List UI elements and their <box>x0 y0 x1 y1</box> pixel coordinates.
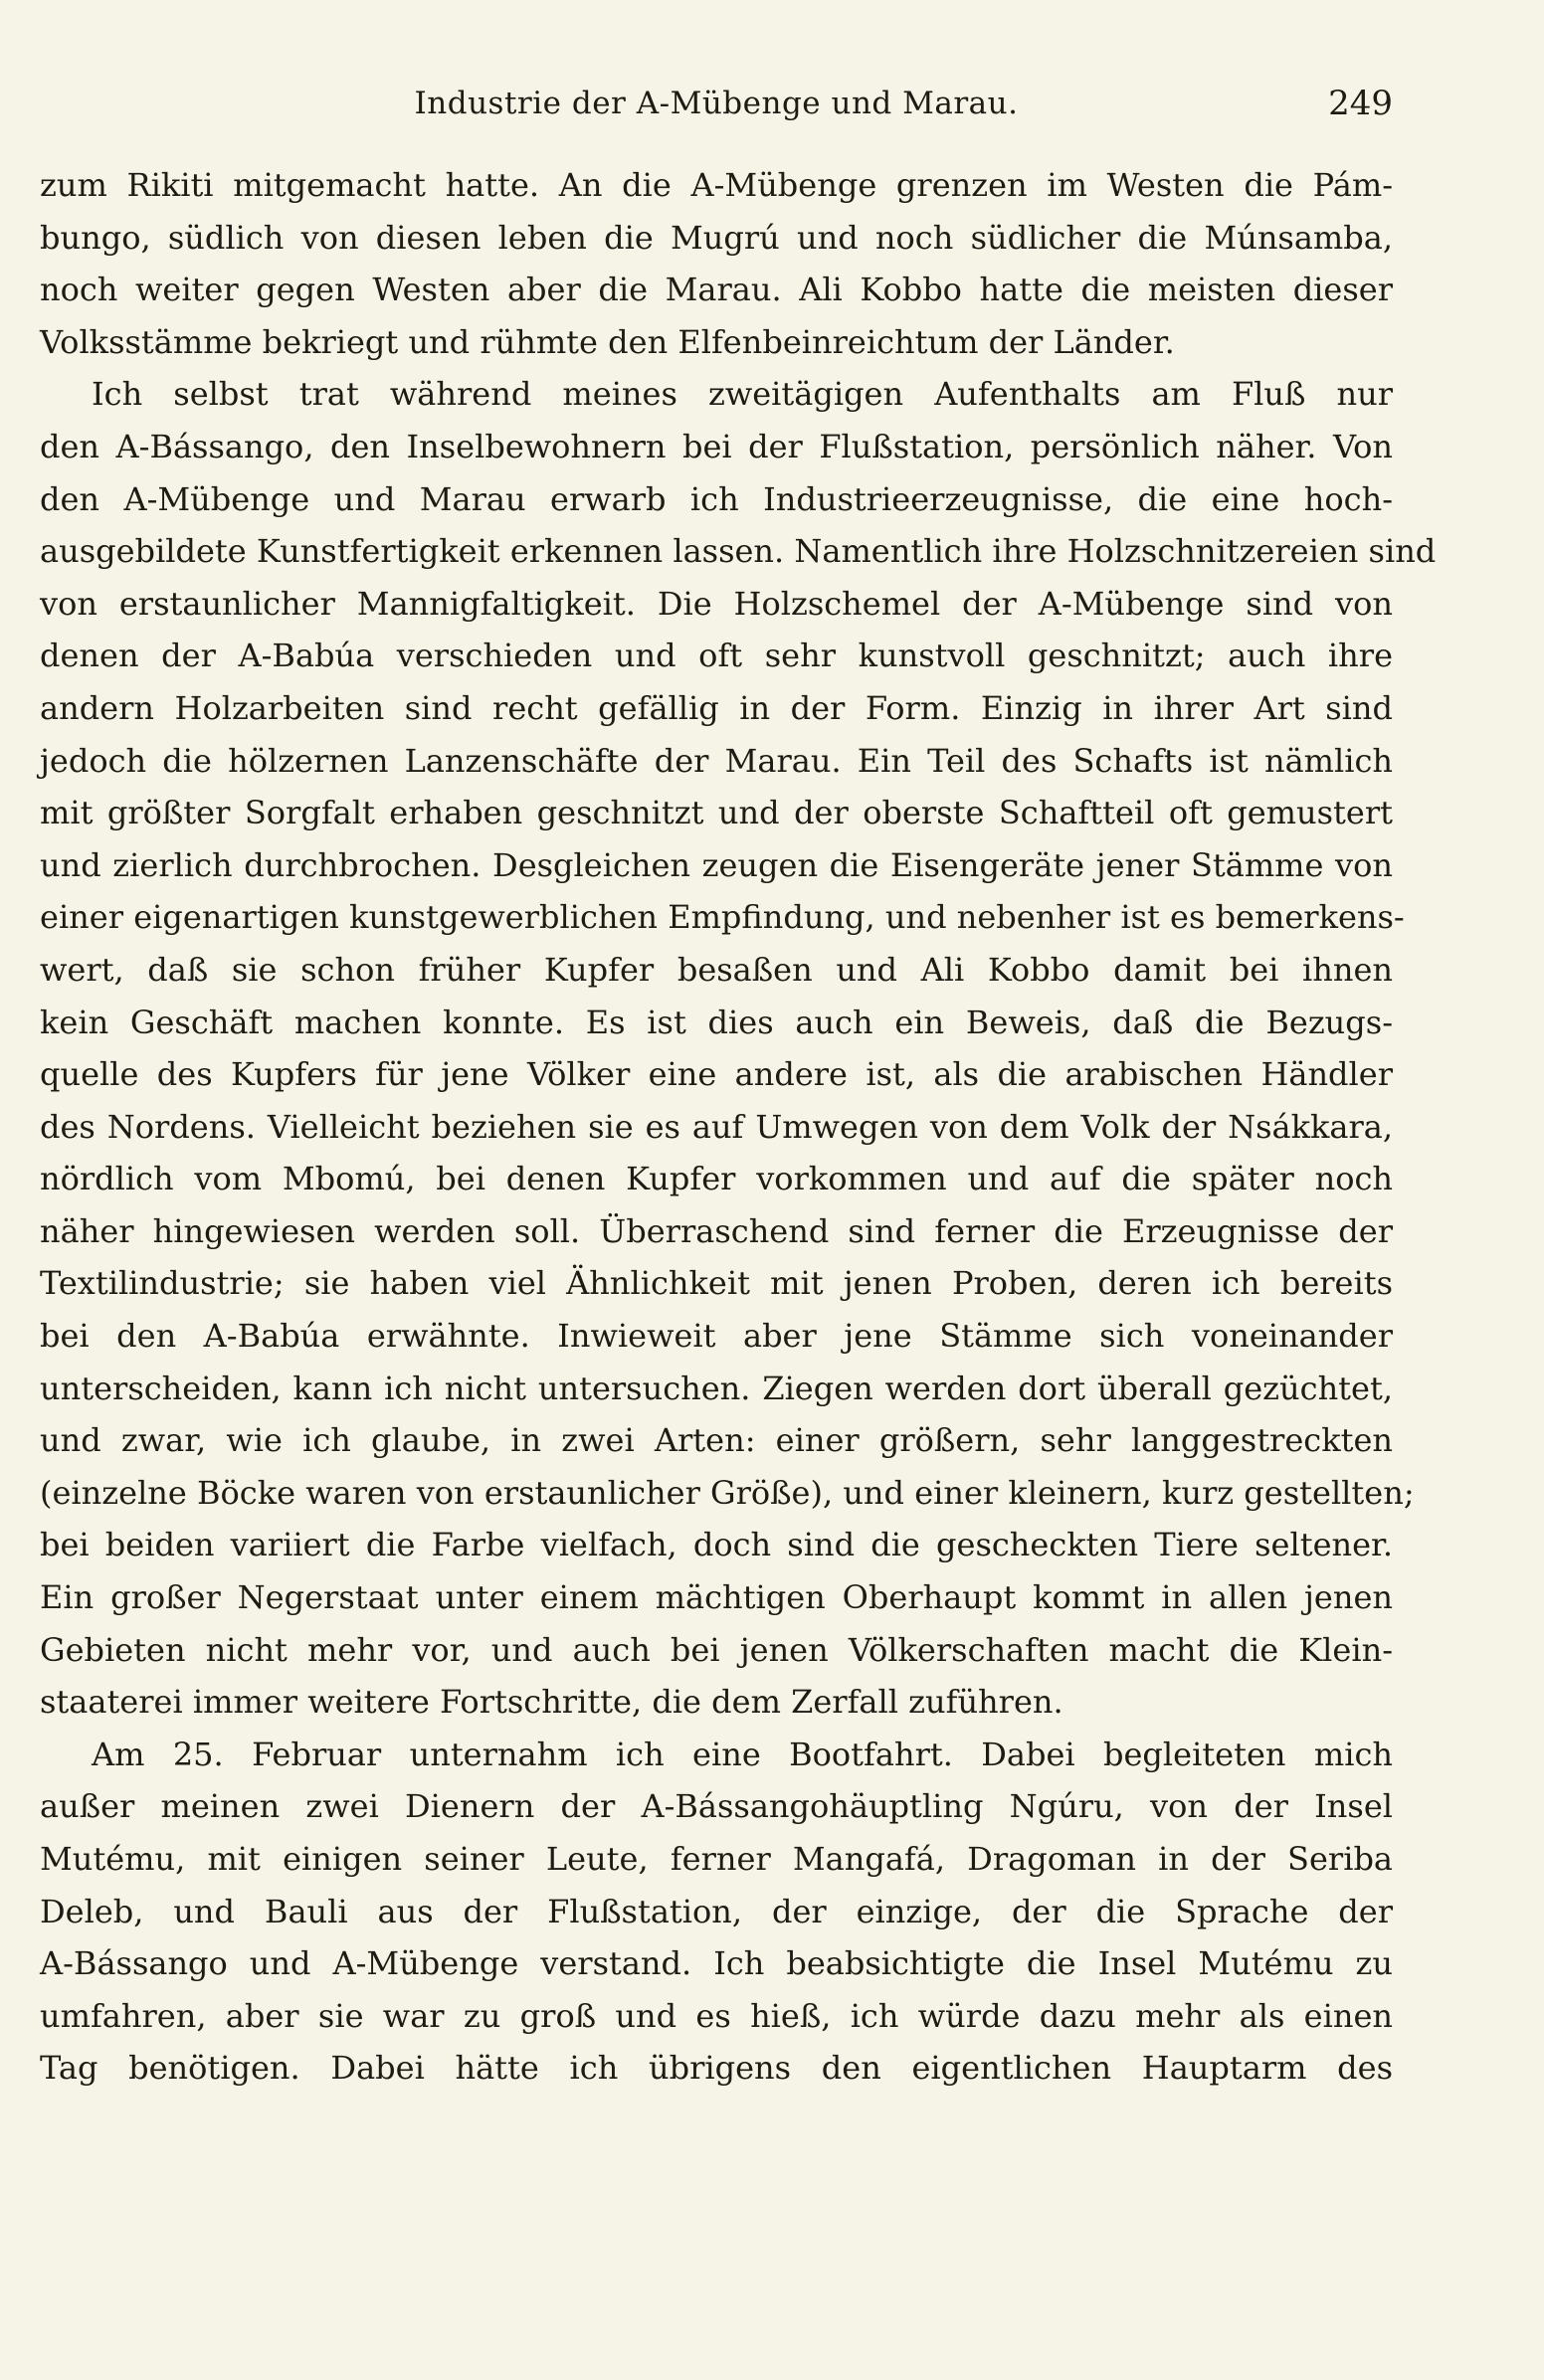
text-line: und zierlich durchbrochen. Desgleichen zeugen die Eisengeräte jener Stämme von <box>40 845 1393 884</box>
text-line: Deleb, und Bauli aus der Flußstation, der einzige, der die Sprache der <box>40 1892 1393 1930</box>
text-line: Am 25. Februar unternahm ich eine Bootfahrt. Dabei begleiteten mich <box>92 1735 1393 1773</box>
text-line: (einzelne Böcke waren von erstaunlicher Größe), und einer kleinern, kurz gestellten; <box>40 1473 1415 1512</box>
text-line: den A-Mübenge und Marau erwarb ich Industrieerzeugnisse, die eine hoch- <box>40 479 1393 518</box>
text-line: bei beiden variiert die Farbe vielfach, doch sind die gescheckten Tiere seltener. <box>40 1526 1393 1564</box>
text-line: einer eigenartigen kunstgewerblichen Empfindung, und nebenher ist es bemerkens- <box>40 898 1405 937</box>
text-line: näher hingewiesen werden soll. Überraschend sind ferner die Erzeugnisse der <box>40 1211 1393 1250</box>
page-number: 249 <box>1328 84 1393 123</box>
text-line: jedoch die hölzernen Lanzenschäfte der Marau. Ein Teil des Schafts ist nämlich <box>40 741 1393 780</box>
text-line: A-Bássango und A-Mübenge verstand. Ich beabsichtigte die Insel Mutému zu <box>40 1944 1393 1983</box>
text-line: zum Rikiti mitgemacht hatte. An die A-Mübenge grenzen im Westen die Pám- <box>40 166 1393 204</box>
text-line: Mutému, mit einigen seiner Leute, ferner Mangafá, Dragoman in der Seriba <box>40 1840 1393 1878</box>
text-line: nördlich vom Mbomú, bei denen Kupfer vorkommen und auf die später noch <box>40 1160 1393 1198</box>
text-line: und zwar, wie ich glaube, in zwei Arten: einer größern, sehr langgestreckten <box>40 1421 1393 1460</box>
text-line: wert, daß sie schon früher Kupfer besaßen und Ali Kobbo damit bei ihnen <box>40 950 1393 989</box>
text-line: bungo, südlich von diesen leben die Mugrú und noch südlicher die Múnsamba, <box>40 218 1393 257</box>
text-line: denen der A-Babúa verschieden und oft sehr kunstvoll geschnitzt; auch ihre <box>40 637 1393 675</box>
text-line: umfahren, aber sie war zu groß und es hieß, ich würde dazu mehr als einen <box>40 1996 1393 2035</box>
text-line: von erstaunlicher Mannigfaltigkeit. Die Holzschemel der A-Mübenge sind von <box>40 584 1393 623</box>
text-line: Textilindustrie; sie haben viel Ähnlichkeit mit jenen Proben, deren ich bereits <box>40 1264 1393 1303</box>
page-header <box>40 74 1393 133</box>
text-line: bei den A-Babúa erwähnte. Inwieweit aber jene Stämme sich voneinander <box>40 1317 1393 1356</box>
text-line: Ein großer Negerstaat unter einem mächtigen Oberhaupt kommt in allen jenen <box>40 1578 1393 1617</box>
text-line: Tag benötigen. Dabei hätte ich übrigens den eigentlichen Hauptarm des <box>40 2049 1393 2088</box>
text-line: mit größter Sorgfalt erhaben geschnitzt und der oberste Schaftteil oft gemustert <box>40 794 1393 832</box>
body-text <box>40 159 1437 2095</box>
text-line: Ich selbst trat während meines zweitägigen Aufenthalts am Fluß nur <box>92 375 1393 414</box>
text-line: des Nordens. Vielleicht beziehen sie es auf Umwegen von dem Volk der Nsákkara, <box>40 1107 1393 1146</box>
text-line: andern Holzarbeiten sind recht gefällig in der Form. Einzig in ihrer Art sind <box>40 688 1393 727</box>
text-line: außer meinen zwei Dienern der A-Bássangohäuptling Ngúru, von der Insel <box>40 1787 1393 1826</box>
text-line: den A-Bássango, den Inselbewohnern bei der Flußstation, persönlich näher. Von <box>40 427 1393 465</box>
text-line: Volksstämme bekriegt und rühmte den Elfenbeinreichtum der Länder. <box>40 322 1175 361</box>
text-line: staaterei immer weitere Fortschritte, die dem Zerfall zuführen. <box>40 1683 1063 1722</box>
text-line: unterscheiden, kann ich nicht untersuchen. Ziegen werden dort überall gezüchtet, <box>40 1369 1393 1407</box>
text-line: noch weiter gegen Westen aber die Marau. Ali Kobbo hatte die meisten dieser <box>40 271 1393 309</box>
running-head: Industrie der A-Mübenge und Marau. <box>414 86 1019 121</box>
text-line: quelle des Kupfers für jene Völker eine andere ist, als die arabischen Händler <box>40 1055 1393 1094</box>
text-line: Gebieten nicht mehr vor, und auch bei jenen Völkerschaften macht die Klein- <box>40 1630 1393 1669</box>
text-line: ausgebildete Kunstfertigkeit erkennen lassen. Namentlich ihre Holzschnitzereien sind <box>40 532 1437 571</box>
text-line: kein Geschäft machen konnte. Es ist dies auch ein Beweis, daß die Bezugs- <box>40 1003 1393 1041</box>
